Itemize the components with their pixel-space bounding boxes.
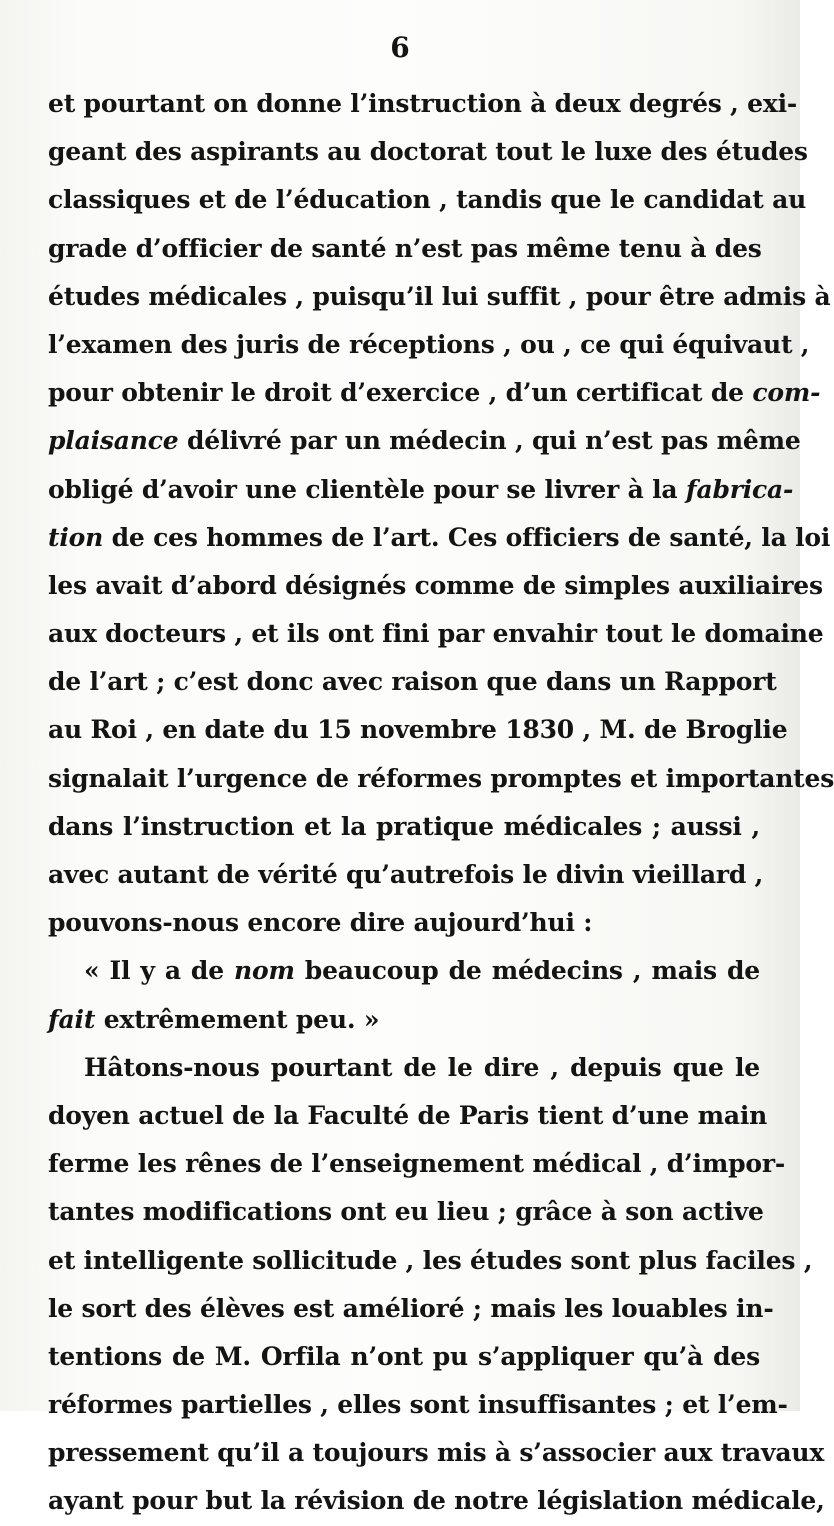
text-segment: réformes partielles , elles sont insuffisantes ; et l’em- [48,1390,788,1420]
text-segment: pouvons-nous encore dire aujourd’hui : [48,908,593,938]
text-line [48,562,823,610]
text-segment: aux docteurs , et ils ont fini par envahir tout le domaine [48,619,824,649]
text-segment: tentions de M. Orfila n’ont pu s’appliquer qu’à des [48,1341,760,1371]
text-line [48,514,831,562]
text-line [48,755,834,803]
text-segment: extrêmement peu. » [95,1004,380,1034]
text-segment: signalait l’urgence de réformes promptes et importantes [48,763,834,793]
text-segment: grade d’officier de santé n’est pas même tenu à des [48,233,762,263]
text-line [48,369,821,417]
italic-text-segment: plaisance [48,426,179,456]
text-segment: délivré par un médecin , qui n’est pas même [178,426,801,456]
text-line [48,1477,825,1525]
text-line [48,803,760,851]
text-segment: dans l’instruction et la pratique médicales ; aussi , [48,811,760,841]
text-segment: le sort des élèves est amélioré ; mais les louables in- [48,1293,774,1323]
text-line [48,273,831,321]
text-line [48,417,801,465]
body-text [48,80,834,1526]
text-line [48,1188,764,1236]
text-segment: obligé d’avoir une clientèle pour se livrer à la [48,474,686,504]
italic-text-segment: nom [234,956,295,986]
text-segment: de l’art ; c’est donc avec raison que dans un Rapport [48,667,777,697]
text-line [48,1333,760,1381]
text-segment: et pourtant on donne l’instruction à deux degrés , exi- [48,89,798,118]
text-segment: ferme les rênes de l’enseignement médical , d’impor- [48,1149,786,1179]
text-segment: études médicales , puisqu’il lui suffit , pour être admis à [48,281,831,311]
text-line [48,321,810,369]
text-line [48,80,798,128]
text-segment: geant des aspirants au doctorat tout le luxe des études [48,137,808,167]
text-line [48,466,794,514]
text-line [48,128,808,176]
text-segment: doyen actuel de la Faculté de Paris tient d’une main [48,1100,768,1130]
italic-text-segment: tion [48,522,104,552]
text-line [48,1381,788,1429]
text-line [48,996,760,1044]
text-line [48,225,760,273]
text-line [48,1429,825,1477]
page-number: 6 [390,31,410,64]
text-line [48,706,788,754]
text-segment: beaucoup de médecins , mais de [294,956,760,986]
text-segment: Hâtons-nous pourtant de le dire , depuis que le [84,1052,760,1082]
text-segment: et intelligente sollicitude , les études sont plus faciles , [48,1245,813,1275]
text-line [48,1140,786,1188]
text-segment: « Il y a de [84,956,234,986]
text-segment: ayant pour but la révision de notre législation médicale, [48,1486,825,1516]
text-line [48,176,807,224]
text-line [48,1285,774,1333]
text-line [48,1092,768,1140]
text-segment: classiques et de l’éducation , tandis que le candidat au [48,185,807,215]
italic-text-segment: fabrica- [685,474,794,504]
text-line [48,851,764,899]
text-segment: pressement qu’il a toujours mis à s’associer aux travaux [48,1438,825,1468]
text-segment: l’examen des juris de réceptions , ou , ce qui équivaut , [48,329,810,359]
italic-text-segment: fait [48,1004,96,1034]
text-line [48,947,760,995]
text-line [48,658,777,706]
text-line [48,899,760,947]
text-line [48,610,824,658]
text-line [48,1044,760,1092]
text-segment: au Roi , en date du 15 novembre 1830 , M. de Broglie [48,715,788,745]
text-segment: tantes modifications ont eu lieu ; grâce à son active [48,1197,764,1227]
text-segment: les avait d’abord désignés comme de simples auxiliaires [48,570,823,600]
text-segment: avec autant de vérité qu’autrefois le divin vieillard , [48,860,764,889]
text-line [48,1237,813,1285]
text-segment: pour obtenir le droit d’exercice , d’un certificat de [48,378,753,408]
italic-text-segment: com- [752,378,821,408]
text-segment: de ces hommes de l’art. Ces officiers de santé, la loi [103,522,831,552]
